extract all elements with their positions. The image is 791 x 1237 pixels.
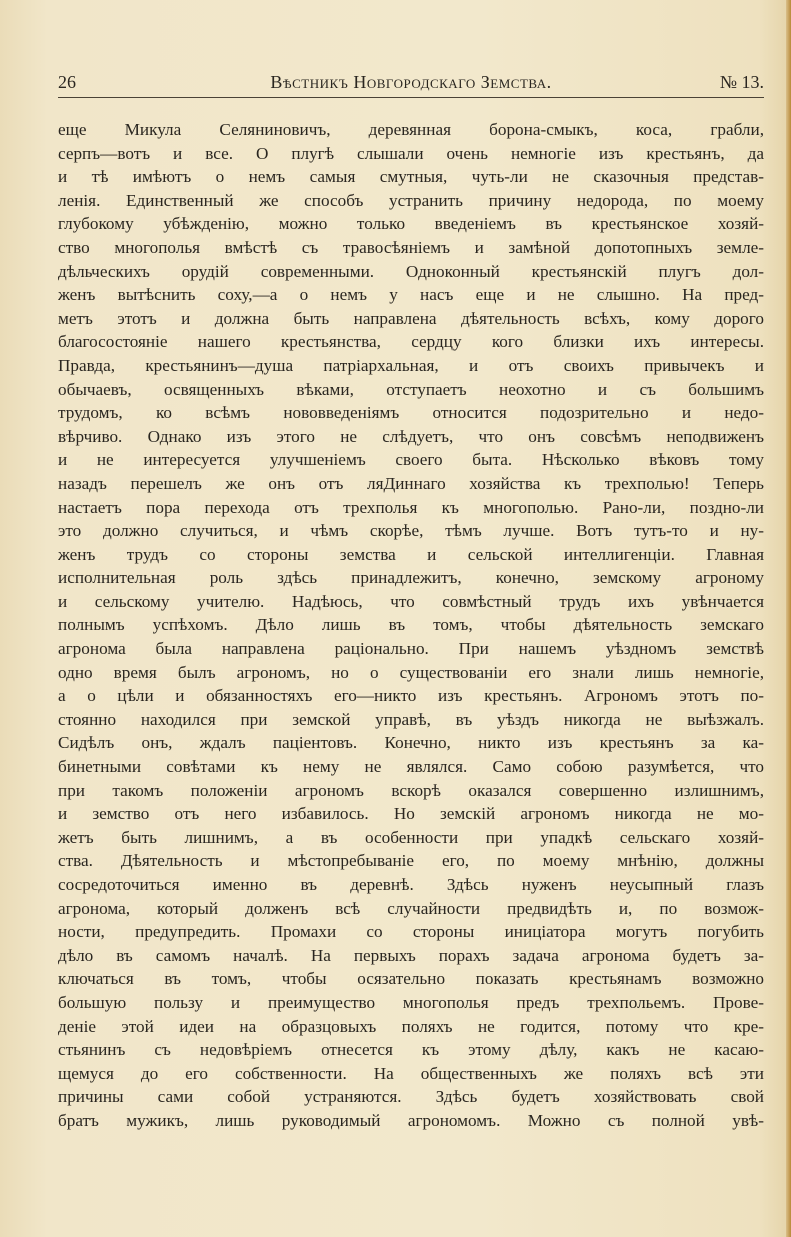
text-line: благосостояніе нашего крестьянства, сердцу кого близки ихъ интересы. bbox=[58, 332, 764, 352]
text-line: дѣльческихъ орудій современными. Одноконный крестьянскій плугъ дол- bbox=[58, 261, 764, 281]
text-line: ности, предупредить. Промахи со стороны иниціатора могутъ погубить bbox=[58, 922, 764, 942]
text-line: братъ мужикъ, лишь руководимый агрономомъ. Можно съ полной увѣ- bbox=[58, 1110, 764, 1130]
page-number: 26 bbox=[58, 72, 76, 92]
text-line: бинетными совѣтами къ нему не являлся. Само собою разумѣется, что bbox=[58, 757, 764, 777]
text-line: и не интересуется улучшеніемъ своего быта. Нѣсколько вѣковъ тому bbox=[58, 450, 764, 470]
text-line: агронома, который долженъ всѣ случайности предвидѣть и, по возмож- bbox=[58, 898, 764, 918]
text-line: глубокому убѣжденію, можно только введеніемъ въ крестьянское хозяй- bbox=[58, 214, 764, 234]
text-line: сосредоточиться именно въ деревнѣ. Здѣсь нуженъ неусыпный глазъ bbox=[58, 875, 764, 894]
text-line: назадъ перешелъ же онъ отъ ляДиннаго хозяйства къ трехполью! Теперь bbox=[58, 473, 764, 493]
text-line: серпъ—вотъ и все. О плугѣ слышали очень немногіе изъ крестьянъ, да bbox=[58, 143, 764, 163]
text-line: агронома была направлена раціонально. При нашемъ уѣздномъ земствѣ bbox=[58, 639, 764, 659]
page-edge bbox=[786, 0, 791, 1237]
text-line: большую пользу и преимущество многополья предъ трехпольемъ. Прове- bbox=[58, 992, 764, 1012]
text-line: еще Микула Селяниновичъ, деревянная борона-смыкъ, коса, грабли, bbox=[58, 120, 764, 139]
text-line: стоянно находился при земской управѣ, въ уѣздъ никогда не выѣзжалъ. bbox=[58, 709, 764, 729]
text-line: обычаевъ, освященныхъ вѣками, отступаетъ неохотно и съ большимъ bbox=[58, 379, 764, 399]
running-header bbox=[58, 72, 764, 98]
text-line: полнымъ успѣхомъ. Дѣло лишь въ томъ, чтобы дѣятельность земскаго bbox=[58, 615, 764, 635]
text-line: Сидѣлъ онъ, ждалъ паціентовъ. Конечно, никто изъ крестьянъ за ка- bbox=[58, 733, 764, 753]
text-line: ство многополья вмѣстѣ съ травосѣяніемъ и замѣной допотопныхъ земле- bbox=[58, 237, 764, 257]
text-line: жетъ быть лишнимъ, а въ особенности при упадкѣ сельскаго хозяй- bbox=[58, 827, 764, 847]
text-line: и земство отъ него избавилось. Но земскій агрономъ никогда не мо- bbox=[58, 804, 764, 824]
text-line: настаетъ пора перехода отъ трехполья къ многополью. Рано-ли, поздно-ли bbox=[58, 497, 764, 517]
text-line: при такомъ положеніи агрономъ вскорѣ оказался совершенно излишнимъ, bbox=[58, 780, 764, 800]
text-line: ства. Дѣятельность и мѣстопребываніе его, по моему мнѣнію, должны bbox=[58, 851, 764, 871]
text-line: Правда, крестьянинъ—душа патріархальная, и отъ своихъ привычекъ и bbox=[58, 355, 764, 375]
text-line: причины сами собой устраняются. Здѣсь будетъ хозяйствовать свой bbox=[58, 1087, 764, 1107]
journal-title: Вѣстникъ Новгородскаго Земства. bbox=[270, 72, 552, 92]
text-line: стьянинъ съ недовѣріемъ отнесется къ этому дѣлу, какъ не касаю- bbox=[58, 1040, 764, 1060]
text-line: женъ вытѣснить соху,—а о немъ у насъ еще и не слышно. На пред- bbox=[58, 285, 764, 305]
text-line: трудомъ, ко всѣмъ нововведеніямъ относится подозрительно и недо- bbox=[58, 403, 764, 423]
text-line: ленія. Единственный же способъ устранить причину недорода, по моему bbox=[58, 190, 764, 210]
text-line: и сельскому учителю. Надѣюсь, что совмѣстный трудъ ихъ увѣнчается bbox=[58, 591, 764, 611]
text-line: метъ этотъ и должна быть направлена дѣятельность всѣхъ, кому дорого bbox=[58, 308, 764, 328]
body-text bbox=[58, 118, 764, 1133]
text-line: это должно случиться, и чѣмъ скорѣе, тѣмъ лучше. Вотъ тутъ-то и ну- bbox=[58, 521, 764, 541]
text-line: а о цѣли и обязанностяхъ его—никто изъ крестьянъ. Агрономъ этотъ по- bbox=[58, 686, 764, 706]
text-line: дѣло въ самомъ началѣ. На первыхъ порахъ задача агронома будетъ за- bbox=[58, 945, 764, 965]
text-line: вѣрчиво. Однако изъ этого не слѣдуетъ, что онъ совсѣмъ неподвиженъ bbox=[58, 426, 764, 446]
text-line: одно время былъ агрономъ, но о существованіи его знали лишь немногіе, bbox=[58, 662, 764, 682]
header-rule bbox=[58, 97, 764, 98]
text-line: женъ трудъ со стороны земства и сельской интеллигенціи. Главная bbox=[58, 544, 764, 564]
issue-number: № 13. bbox=[719, 72, 764, 92]
text-line: деніе этой идеи на образцовыхъ поляхъ не годится, потому что кре- bbox=[58, 1016, 764, 1036]
text-line: исполнительная роль здѣсь принадлежитъ, конечно, земскому агроному bbox=[58, 568, 764, 588]
text-line: и тѣ имѣютъ о немъ самыя смутныя, чуть-ли не сказочныя представ- bbox=[58, 167, 764, 187]
text-line: щемуся до его собственности. На общественныхъ же поляхъ всѣ эти bbox=[58, 1063, 764, 1083]
text-line: ключаться въ томъ, чтобы осязательно показать крестьянамъ возможно bbox=[58, 969, 764, 989]
